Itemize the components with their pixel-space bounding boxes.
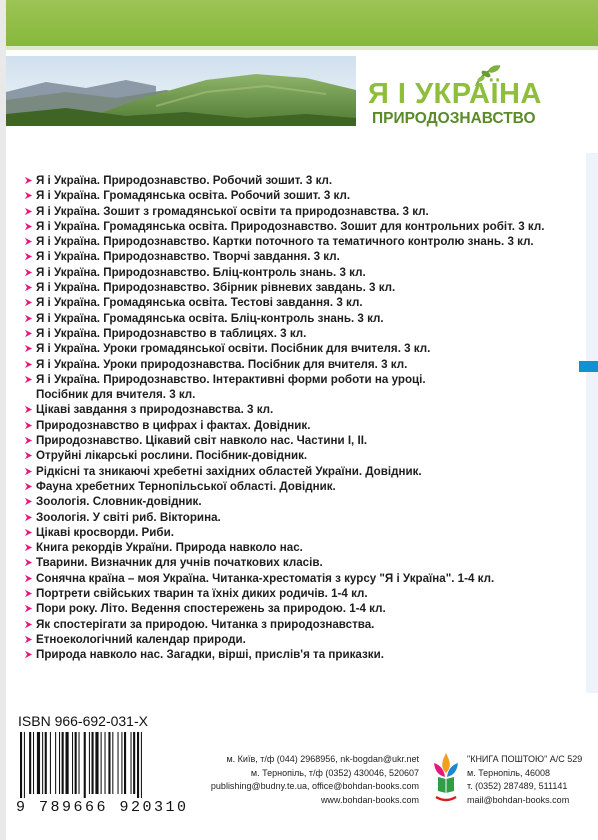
arrow-bullet-icon bbox=[24, 558, 33, 567]
contact-line: "КНИГА ПОШТОЮ" А/С 529 bbox=[467, 754, 583, 764]
book-title: Портрети свійських тварин та їхніх диких родичів. 1-4 кл. bbox=[36, 587, 368, 601]
book-item bbox=[0, 249, 586, 264]
barcode-bar bbox=[37, 732, 40, 794]
book-title: Сонячна країна – моя Україна. Читанка-хрестоматія з курсу "Я і Україна". 1-4 кл. bbox=[36, 571, 495, 585]
book-title: Зоологія. У світі риб. Вікторина. bbox=[36, 510, 221, 524]
barcode-bar bbox=[141, 732, 142, 798]
book-item bbox=[0, 295, 586, 310]
arrow-bullet-icon bbox=[24, 543, 33, 552]
book-item bbox=[0, 188, 586, 203]
book-title: Я і Україна. Природознавство. Інтерактивні форми роботи на уроці. bbox=[36, 372, 426, 386]
book-item bbox=[0, 586, 586, 601]
arrow-bullet-icon bbox=[24, 360, 33, 369]
arrow-bullet-icon bbox=[24, 528, 33, 537]
book-item bbox=[0, 372, 586, 403]
arrow-bullet-icon bbox=[24, 191, 33, 200]
band-shadow bbox=[6, 46, 598, 50]
barcode-bar bbox=[24, 732, 25, 798]
series-title: Я І УКРАЇНА bbox=[368, 78, 542, 110]
barcode-bar bbox=[66, 732, 69, 794]
contact-line: м. Київ, т/ф (044) 2968956, nk-bogdan@ukr.net bbox=[226, 754, 419, 764]
barcode-bar bbox=[137, 732, 139, 798]
book-title: Цікаві завдання з природознавства. 3 кл. bbox=[36, 403, 274, 417]
barcode-bar bbox=[33, 732, 34, 794]
arrow-bullet-icon bbox=[24, 298, 33, 307]
book-item bbox=[0, 479, 586, 494]
book-title: Природа навколо нас. Загадки, вірші, прислів'я та приказки. bbox=[36, 648, 384, 662]
arrow-bullet-icon bbox=[24, 329, 33, 338]
barcode-bar bbox=[75, 732, 77, 794]
book-title: Я і Україна. Природознавство. Бліц-контроль знань. 3 кл. bbox=[36, 265, 366, 279]
contact-line: mail@bohdan-books.com bbox=[467, 794, 570, 805]
book-item bbox=[0, 402, 586, 417]
arrow-bullet-icon bbox=[24, 513, 33, 522]
barcode-bar bbox=[121, 732, 122, 794]
book-title: Я і Україна. Природознавство. Творчі завдання. 3 кл. bbox=[36, 250, 340, 264]
arrow-bullet-icon bbox=[24, 237, 33, 246]
barcode-bar bbox=[89, 732, 90, 794]
right-edge-stripe bbox=[586, 153, 598, 693]
book-item bbox=[0, 311, 586, 326]
isbn-label: ISBN 966-692-031-X bbox=[18, 713, 148, 729]
book-title: Тварини. Визначник для учнів початкових класів. bbox=[36, 556, 323, 570]
publisher-contacts bbox=[200, 753, 419, 807]
arrow-bullet-icon bbox=[24, 635, 33, 644]
book-item bbox=[0, 601, 586, 616]
book-item bbox=[0, 571, 586, 586]
publisher-logo-icon bbox=[430, 749, 462, 807]
barcode-bar bbox=[133, 732, 135, 794]
barcode-bar bbox=[42, 732, 43, 794]
contact-line: т. (0352) 287489, 511141 bbox=[467, 781, 568, 792]
book-title: Я і Україна. Уроки громадянської освіти. Посібник для вчителя. 3 кл. bbox=[36, 342, 431, 356]
arrow-bullet-icon bbox=[24, 283, 33, 292]
book-item bbox=[0, 632, 586, 647]
book-item bbox=[0, 204, 586, 219]
barcode-bar bbox=[105, 732, 106, 794]
arrow-bullet-icon bbox=[24, 451, 33, 460]
book-title: Пори року. Літо. Ведення спостережень за природою. 1-4 кл. bbox=[36, 602, 386, 616]
book-title-continued: Посібник для вчителя. 3 кл. bbox=[36, 388, 196, 402]
book-title: Книга рекордів України. Природа навколо нас. bbox=[36, 541, 303, 555]
book-title: Етноекологічний календар природи. bbox=[36, 632, 246, 646]
arrow-bullet-icon bbox=[24, 604, 33, 613]
book-item bbox=[0, 647, 586, 662]
book-list bbox=[0, 173, 586, 663]
book-item bbox=[0, 326, 586, 341]
barcode-image bbox=[14, 732, 178, 798]
book-title: Рідкісні та зникаючі хребетні західних областей України. Довідник. bbox=[36, 464, 422, 478]
contact-line: publishing@budny.te.ua, office@bohdan-books.com bbox=[210, 781, 419, 792]
book-item bbox=[0, 540, 586, 555]
book-item bbox=[0, 510, 586, 525]
top-color-band bbox=[6, 0, 598, 46]
arrow-bullet-icon bbox=[24, 620, 33, 629]
barcode-bar bbox=[92, 732, 94, 794]
arrow-bullet-icon bbox=[24, 375, 33, 384]
arrow-bullet-icon bbox=[24, 252, 33, 261]
barcode-bar bbox=[62, 732, 64, 794]
contact-line: www.bohdan-books.com bbox=[320, 794, 419, 805]
book-title: Я і Україна. Зошит з громадянської освіти та природознавства. 3 кл. bbox=[36, 204, 429, 218]
barcode-bar bbox=[59, 732, 60, 794]
book-item bbox=[0, 448, 586, 463]
arrow-bullet-icon bbox=[24, 421, 33, 430]
book-title: Я і Україна. Громадянська освіта. Природознавство. Зошит для контрольних робіт. 3 кл. bbox=[36, 219, 545, 233]
arrow-bullet-icon bbox=[24, 268, 33, 277]
barcode-digits: 9 789666 920310 bbox=[16, 799, 189, 816]
arrow-bullet-icon bbox=[24, 314, 33, 323]
book-item bbox=[0, 265, 586, 280]
arrow-bullet-icon bbox=[24, 589, 33, 598]
book-title: Отруйні лікарські рослини. Посібник-довідник. bbox=[36, 449, 308, 463]
book-title: Я і Україна. Громадянська освіта. Бліц-контроль знань. 3 кл. bbox=[36, 311, 384, 325]
book-item bbox=[0, 234, 586, 249]
barcode-bar bbox=[101, 732, 102, 794]
arrow-bullet-icon bbox=[24, 222, 33, 231]
book-title: Природознавство. Цікавий світ навколо нас. Частини І, ІІ. bbox=[36, 434, 368, 448]
book-title: Я і Україна. Уроки природознавства. Посібник для вчителя. 3 кл. bbox=[36, 357, 408, 371]
book-item bbox=[0, 433, 586, 448]
landscape-photo bbox=[6, 56, 356, 126]
book-title: Я і Україна. Природознавство. Картки поточного та тематичного контролю знань. 3 кл. bbox=[36, 235, 534, 249]
book-title: Цікаві кросворди. Риби. bbox=[36, 525, 174, 539]
book-item bbox=[0, 418, 586, 433]
book-item bbox=[0, 219, 586, 234]
barcode-bar bbox=[124, 732, 126, 794]
book-title: Фауна хребетних Тернопільської області. Довідник. bbox=[36, 479, 336, 493]
arrow-bullet-icon bbox=[24, 467, 33, 476]
book-title: Я і Україна. Громадянська освіта. Робочий зошит. 3 кл. bbox=[36, 189, 351, 203]
barcode-bar bbox=[84, 732, 86, 798]
barcode-bar bbox=[72, 732, 73, 794]
contact-line: м. Тернопіль, 46008 bbox=[467, 767, 551, 778]
book-title: Я і Україна. Природознавство. Збірник рівневих завдань. 3 кл. bbox=[36, 281, 396, 295]
barcode-bar bbox=[45, 732, 47, 794]
book-item bbox=[0, 280, 586, 295]
book-title: Я і Україна. Громадянська освіта. Тестові завдання. 3 кл. bbox=[36, 296, 363, 310]
book-item bbox=[0, 494, 586, 509]
barcode-bar bbox=[112, 732, 113, 794]
book-item bbox=[0, 617, 586, 632]
barcode-bar bbox=[29, 732, 31, 794]
barcode-bar bbox=[118, 732, 119, 794]
arrow-bullet-icon bbox=[24, 482, 33, 491]
barcode-bar bbox=[95, 732, 98, 794]
contact-line: м. Тернопіль, т/ф (0352) 430046, 520607 bbox=[250, 767, 419, 778]
arrow-bullet-icon bbox=[24, 436, 33, 445]
book-title: Як спостерігати за природою. Читанка з природознавства. bbox=[36, 617, 375, 631]
barcode-bar bbox=[79, 732, 80, 794]
book-item bbox=[0, 341, 586, 356]
barcode-bar bbox=[131, 732, 132, 794]
barcode-bar bbox=[20, 732, 22, 798]
barcode-bar bbox=[50, 732, 51, 794]
arrow-bullet-icon bbox=[24, 344, 33, 353]
book-title: Я і Україна. Природознавство. Робочий зошит. 3 кл. bbox=[36, 174, 333, 187]
book-title: Зоологія. Словник-довідник. bbox=[36, 495, 202, 509]
arrow-bullet-icon bbox=[24, 574, 33, 583]
book-title: Я і Україна. Природознавство в таблицях. 3 кл. bbox=[36, 326, 307, 340]
barcode-bar bbox=[55, 732, 56, 794]
barcode-bar bbox=[108, 732, 110, 794]
book-title: Природознавство в цифрах і фактах. Довідник. bbox=[36, 418, 311, 432]
arrow-bullet-icon bbox=[24, 405, 33, 414]
mail-order-contacts bbox=[467, 753, 582, 807]
arrow-bullet-icon bbox=[24, 497, 33, 506]
arrow-bullet-icon bbox=[24, 207, 33, 216]
book-item bbox=[0, 555, 586, 570]
book-item bbox=[0, 464, 586, 479]
subject-title: ПРИРОДОЗНАВСТВО bbox=[372, 110, 536, 127]
book-item bbox=[0, 173, 586, 188]
arrow-bullet-icon bbox=[24, 176, 33, 185]
arrow-bullet-icon bbox=[24, 650, 33, 659]
book-item bbox=[0, 525, 586, 540]
book-item bbox=[0, 357, 586, 372]
